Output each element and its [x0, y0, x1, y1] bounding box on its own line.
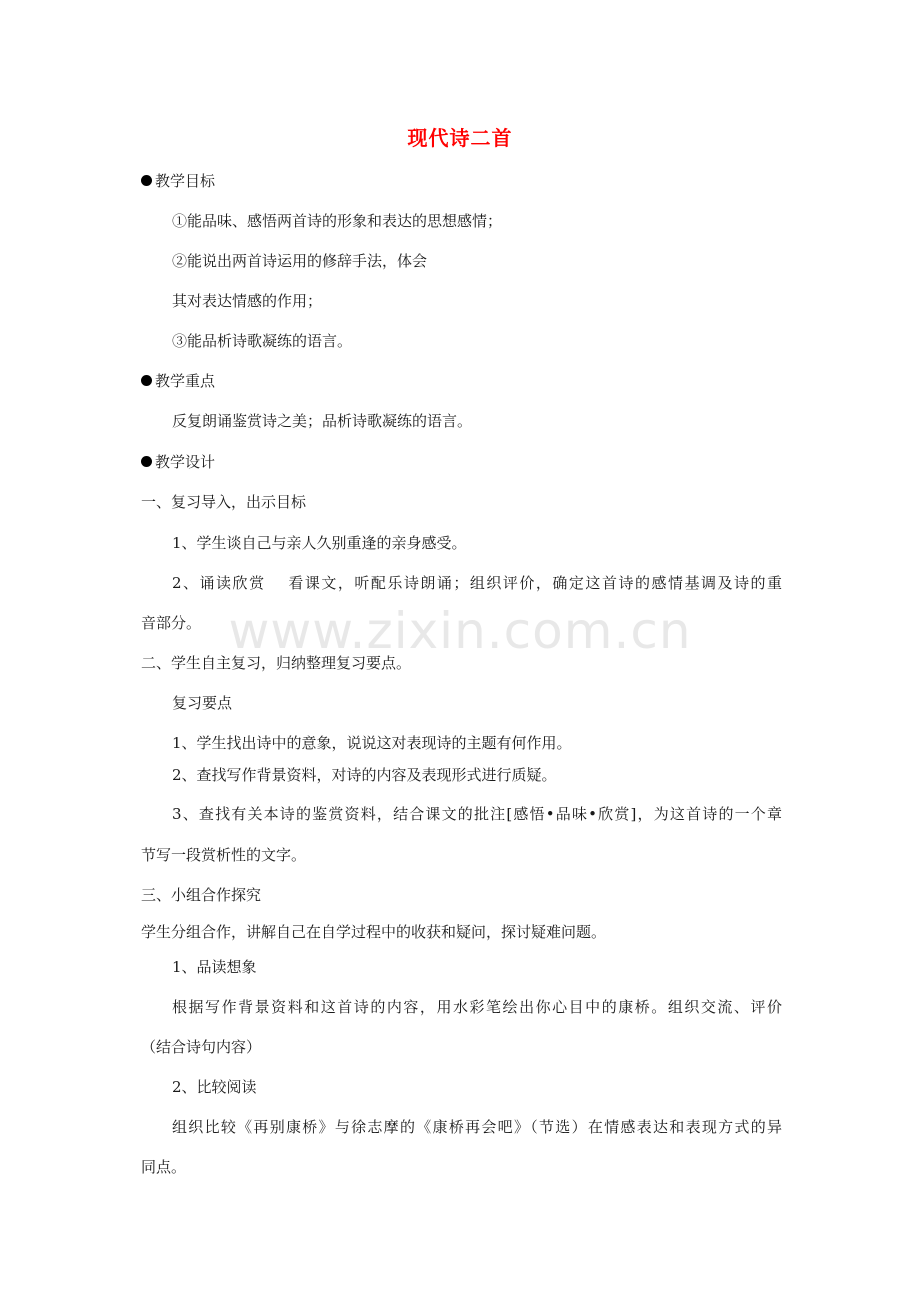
part3-intro: 学生分组合作，讲解自己在自学过程中的收获和疑问，探讨疑难问题。 [141, 923, 607, 941]
goal-2-continued: 其对表达情感的作用； [172, 292, 323, 310]
part3-item1-text: 根据写作背景资料和这首诗的内容，用水彩笔绘出你心目中的康桥。组织交流、评价 [172, 998, 782, 1016]
bullet-dot-icon [141, 456, 152, 467]
part1-item1: 1、学生谈自己与亲人久别重逢的亲身感受。 [172, 534, 467, 552]
goal-3: ③能品析诗歌凝练的语言。 [172, 332, 353, 350]
part2-item1: 1、学生找出诗中的意象，说说这对表现诗的主题有何作用。 [172, 734, 572, 752]
part1-title: 一、复习导入，出示目标 [141, 493, 307, 511]
part1-item2: 2、诵读欣赏 看课文，听配乐诗朗诵；组织评价，确定这首诗的感情基调及诗的重 [172, 574, 782, 592]
focus-text: 反复朗诵鉴赏诗之美；品析诗歌凝练的语言。 [172, 412, 473, 430]
part1-item2-continued: 音部分。 [141, 614, 202, 632]
part3-item2: 2、比较阅读 [172, 1078, 257, 1096]
heading-design [141, 452, 215, 472]
document-title: 现代诗二首 [407, 126, 513, 150]
heading-goals-label: 教学目标 [155, 172, 216, 190]
heading-goals [141, 171, 215, 191]
goal-2: ②能说出两首诗运用的修辞手法，体会 [172, 252, 428, 270]
part3-item1: 1、品读想象 [172, 958, 257, 976]
part3-item2-continued: 同点。 [141, 1158, 187, 1176]
watermark: www.zixin.com.cn [228, 602, 692, 660]
part2-item3: 3、查找有关本诗的鉴赏资料，结合课文的批注[感悟•品味•欣赏]，为这首诗的一个章 [172, 805, 782, 823]
part2-title: 二、学生自主复习，归纳整理复习要点。 [141, 654, 412, 672]
heading-focus [141, 371, 215, 391]
part3-item1-continued: （结合诗句内容） [141, 1038, 262, 1056]
bullet-dot-icon [141, 375, 152, 386]
part2-item2: 2、查找写作背景资料，对诗的内容及表现形式进行质疑。 [172, 766, 557, 784]
part2-item3-continued: 节写一段赏析性的文字。 [141, 846, 307, 864]
part3-item2-text: 组织比较《再别康桥》与徐志摩的《康桥再会吧》（节选）在情感表达和表现方式的异 [172, 1118, 782, 1136]
heading-design-label: 教学设计 [155, 453, 216, 471]
bullet-dot-icon [141, 175, 152, 186]
part2-subtitle: 复习要点 [172, 694, 233, 712]
part3-title: 三、小组合作探究 [141, 886, 262, 904]
goal-1: ①能品味、感悟两首诗的形象和表达的思想感情； [172, 212, 503, 230]
heading-focus-label: 教学重点 [155, 372, 216, 390]
